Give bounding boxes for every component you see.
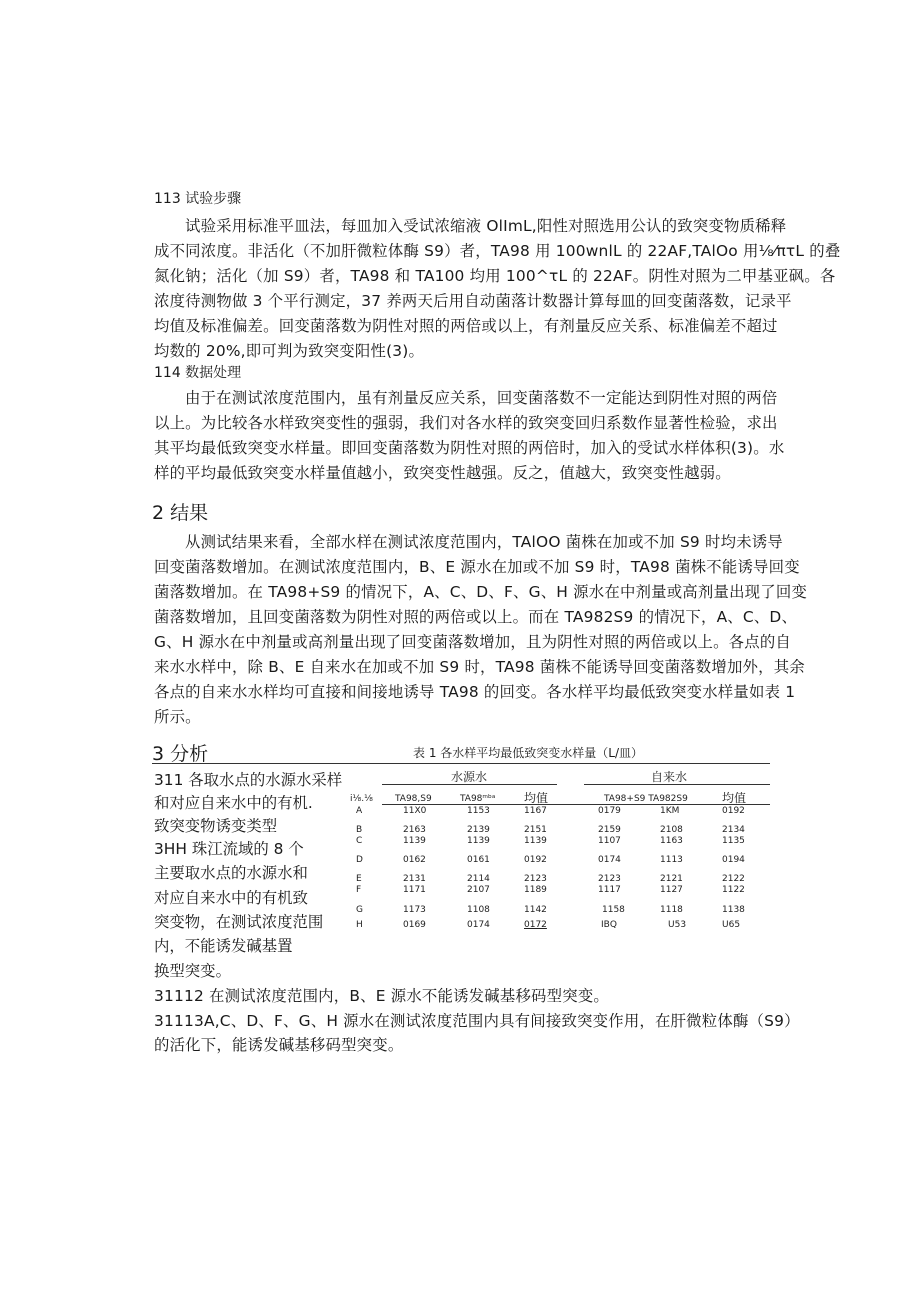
cell: 1127 — [660, 885, 683, 895]
cell: 2151 — [524, 825, 547, 835]
sec114-line-4: 样的平均最低致突变水样量值越小，致突变性越强。反之，值越大，致突变性越弱。 — [154, 464, 731, 482]
cell: 2122 — [722, 874, 745, 884]
cell: 1138 — [722, 905, 745, 915]
table-col-label: i⅛.⅛ — [350, 794, 373, 804]
sec3-bottom-line-3: 的活化下，能诱发碱基移码型突变。 — [154, 1036, 404, 1054]
sec3-left-line-4: 3HH 珠江流域的 8 个 — [154, 840, 304, 858]
cell: 1117 — [598, 885, 621, 895]
cell: 0169 — [403, 920, 426, 930]
cell: 1173 — [403, 905, 426, 915]
cell: 1139 — [467, 836, 490, 846]
cell: 1108 — [467, 905, 490, 915]
sec3-bottom-line-1: 31112 在测试浓度范围内，B、E 源水不能诱发碱基移码型突变。 — [154, 987, 610, 1005]
row-label: D — [356, 855, 363, 865]
section-114-heading: 114 数据处理 — [154, 365, 242, 381]
cell: 1139 — [403, 836, 426, 846]
cell: 1139 — [524, 836, 547, 846]
cell: 0192 — [524, 855, 547, 865]
cell: 1153 — [467, 806, 490, 816]
table-group-tap: 自来水 — [651, 770, 688, 784]
sec113-line-2: 成不同浓度。非活化（不加肝微粒体酶 S9）者，TA98 用 100wnlL 的 22AF,TAlOo 用⅛⁄πτL 的叠 — [154, 242, 841, 260]
sec114-line-3: 其平均最低致突变水样量。即回变菌落数为阴性对照的两倍时，加入的受试水样体积(3)。水 — [154, 439, 785, 457]
cell: 0162 — [403, 855, 426, 865]
sec3-left-line-9: 换型突变。 — [154, 962, 231, 980]
cell: 2123 — [524, 874, 547, 884]
sec3-left-line-3: 致突变物诱变类型 — [154, 817, 278, 835]
sec2-line-4: 菌落数增加，且回变菌落数为阴性对照的两倍或以上。而在 TA982S9 的情况下，A、C、D、 — [154, 608, 798, 626]
table-col-src1: TA98,S9 — [395, 794, 432, 804]
cell: 1167 — [524, 806, 547, 816]
cell: 1107 — [598, 836, 621, 846]
cell: 0172 — [524, 920, 547, 930]
cell: 2134 — [722, 825, 745, 835]
row-label: G — [356, 905, 363, 915]
sec3-bottom-line-2: 31113A,C、D、F、G、H 源水在测试浓度范围内具有间接致突变作用，在肝微粒体酶（S9） — [154, 1012, 800, 1030]
sec3-left-line-1: 311 各取水点的水源水采样 — [154, 771, 343, 789]
table-group-rule-tap — [584, 784, 770, 785]
cell: 11X0 — [403, 806, 427, 816]
table-col-tap12: TA98+S9 TA982S9 — [604, 794, 688, 804]
sec2-line-5: G、H 源水在中剂量或高剂量出现了回变菌落数增加，且为阴性对照的两倍或以上。各点的自 — [154, 633, 792, 651]
table-group-source: 水源水 — [451, 770, 488, 784]
sec113-line-5: 均值及标准偏差。回变菌落数为阴性对照的两倍或以上，有剂量反应关系、标准偏差不超过 — [154, 317, 778, 335]
cell: 1113 — [660, 855, 683, 865]
cell: 2139 — [467, 825, 490, 835]
table-group-rule-source — [382, 784, 557, 785]
table-top-rule — [152, 763, 770, 764]
sec2-line-6: 来水水样中，除 B、E 自来水在加或不加 S9 时，TA98 菌株不能诱导回变菌落数增加外，其余 — [154, 658, 805, 676]
table-header-rule — [382, 804, 770, 805]
sec3-left-line-5: 主要取水点的水源水和 — [154, 864, 308, 882]
cell: 1KM — [660, 806, 680, 816]
sec113-line-1: 试验采用标准平皿法，每皿加入受试浓缩液 OlImL,阳性对照选用公认的致突变物质稀释 — [185, 217, 787, 235]
sec3-left-line-8: 内，不能诱发碱基置 — [154, 937, 293, 955]
row-label: B — [356, 825, 363, 835]
row-label: F — [356, 885, 362, 895]
sec114-line-1: 由于在测试浓度范围内，虽有剂量反应关系，回变菌落数不一定能达到阴性对照的两倍 — [185, 389, 778, 407]
sec2-line-8: 所示。 — [154, 708, 201, 726]
cell: IBQ — [601, 920, 617, 930]
table-col-src2: TA98ᵐᵇᵃ — [460, 794, 496, 804]
section-3-heading: 3 分析 — [152, 743, 209, 765]
table-title: 表 1 各水样平均最低致突变水样量（L/皿） — [413, 746, 643, 760]
cell: 2107 — [467, 885, 490, 895]
sec2-line-1: 从测试结果来看，全部水样在测试浓度范围内，TAlOO 菌株在加或不加 S9 时均未诱导 — [185, 533, 783, 551]
sec113-line-3: 氮化钠；活化（加 S9）者，TA98 和 TA100 均用 100^τL 的 22AF。阴性对照为二甲基亚砜。各 — [154, 267, 836, 285]
row-label: E — [356, 874, 362, 884]
table-col-src-mean: 均值 — [524, 791, 549, 805]
cell: 2108 — [660, 825, 683, 835]
cell: 0179 — [598, 806, 621, 816]
cell: 2114 — [467, 874, 490, 884]
cell: 1163 — [660, 836, 683, 846]
sec113-line-4: 浓度待测物做 3 个平行测定，37 养两天后用自动菌落计数器计算每皿的回变菌落数，记录平 — [154, 292, 792, 310]
cell: 1118 — [660, 905, 683, 915]
sec113-line-6: 均数的 20%,即可判为致突变阳性(3)。 — [154, 342, 425, 360]
cell: 1135 — [722, 836, 745, 846]
cell: 2163 — [403, 825, 426, 835]
row-label: A — [356, 806, 363, 816]
sec3-left-line-2: 和对应自来水中的有机. — [154, 794, 313, 812]
sec2-line-3: 菌落数增加。在 TA98+S9 的情况下，A、C、D、F、G、H 源水在中剂量或高剂量出现了回变 — [154, 583, 808, 601]
cell: 2159 — [598, 825, 621, 835]
cell: 0174 — [598, 855, 621, 865]
cell: 0161 — [467, 855, 490, 865]
cell: 2121 — [660, 874, 683, 884]
cell: 1171 — [403, 885, 426, 895]
sec3-left-line-6: 对应自来水中的有机致 — [154, 889, 308, 907]
cell: 1122 — [722, 885, 745, 895]
cell: 1142 — [524, 905, 547, 915]
cell: 1189 — [524, 885, 547, 895]
cell: U65 — [722, 920, 741, 930]
table-col-tap-mean: 均值 — [722, 791, 747, 805]
section-113-heading: 113 试验步骤 — [154, 191, 242, 207]
cell: 0174 — [467, 920, 490, 930]
row-label: C — [356, 836, 363, 846]
sec2-line-2: 回变菌落数增加。在测试浓度范围内，B、E 源水在加或不加 S9 时，TA98 菌株不能诱导回变 — [154, 558, 800, 576]
section-2-heading: 2 结果 — [152, 502, 209, 524]
cell: 2131 — [403, 874, 426, 884]
cell: 2123 — [598, 874, 621, 884]
sec114-line-2: 以上。为比较各水样致突变性的强弱，我们对各水样的致突变回归系数作显著性检验，求出 — [154, 414, 778, 432]
row-label: H — [356, 920, 363, 930]
cell: U53 — [668, 920, 687, 930]
cell: 0194 — [722, 855, 745, 865]
cell: 1158 — [602, 905, 625, 915]
sec2-line-7: 各点的自来水水样均可直接和间接地诱导 TA98 的回变。各水样平均最低致突变水样量如表 1 — [154, 683, 796, 701]
cell: 0192 — [722, 806, 745, 816]
sec3-left-line-7: 突变物，在测试浓度范围 — [154, 913, 324, 931]
